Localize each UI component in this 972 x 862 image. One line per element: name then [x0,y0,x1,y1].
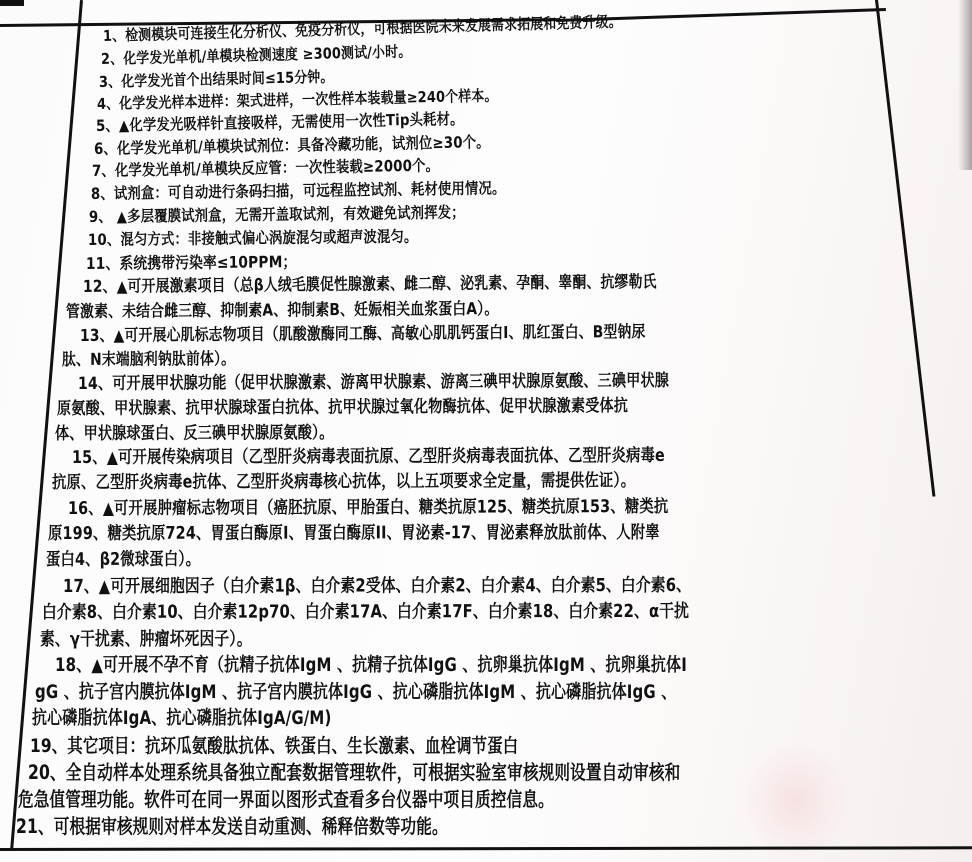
spec-item-17-line-2: 白介素8、白介素10、白介素12p70、白介素17A、白介素17F、白介素18、白介素22、α干扰 [41,600,690,623]
spec-item-16-line-2: 原199、糖类抗原724、胃蛋白酶原I、胃蛋白酶原II、胃泌素-17、胃泌素释放肽前体、人附睾 [47,523,660,545]
spec-item-17-line-3: 素、γ干扰素、肿瘤坏死因子）。 [40,629,252,650]
spec-item-10: 10、混匀方式：非接触式偏心涡旋混匀或超声波混匀。 [87,227,418,250]
spec-item-14-line-1: 14、可开展甲状腺功能（促甲状腺激素、游离甲状腺素、游离三碘甲状腺原氨酸、三碘甲状腺 [77,370,670,394]
spec-item-1: 1、检测模块可连接生化分析仪、免疫分析仪，可根据医院未来发展需求拓展和免费升级。 [102,12,623,45]
spec-item-15-line-1: 15、▲可开展传染病项目（乙型肝炎病毒表面抗原、乙型肝炎病毒表面抗体、乙型肝炎病毒e [71,446,665,469]
spec-item-17-line-1: 17、▲可开展细胞因子（白介素1β、白介素2受体、白介素2、白介素4、白介素5、白介素6、 [62,574,692,597]
spec-item-14-line-2: 原氨酸、甲状腺素、抗甲状腺球蛋白抗体、抗甲状腺过氧化物酶抗体、促甲状腺激素受体抗 [56,395,629,419]
spec-item-8: 8、试剂盒：可自动进行条码扫描，可远程监控试剂、耗材使用情况。 [90,179,506,204]
spec-item-4: 4、化学发光样本进样：架式进样，一次性样本装载量≥240个样本。 [96,86,498,113]
spec-item-18-line-3: 抗心磷脂抗体IgA、抗心磷脂抗体IgA/G/M) [32,707,332,729]
spec-item-3: 3、化学发光首个出结果时间≤15分钟。 [98,67,334,91]
spec-item-7: 7、化学发光单机/单模块反应管：一次性装载≥2000个。 [91,156,440,181]
spec-item-13-line-1: 13、▲可开展心肌标志物项目（肌酸激酶同工酶、高敏心肌肌钙蛋白I、肌红蛋白、B型钠尿 [79,321,646,345]
spec-item-12-line-2: 管激素、未结合雌三醇、抑制素A、抑制素B、妊娠相关血浆蛋白A）。 [65,298,499,321]
spec-item-9: 9、 ▲多层覆膜试剂盒，无需开盖取试剂，有效避免试剂挥发； [88,203,465,227]
spec-item-21: 21、可根据审核规则对样本发送自动重测、稀释倍数等功能。 [16,815,448,839]
spec-item-18-line-1: 18、▲可开展不孕不育（抗精子抗体IgM 、抗精子抗体IgG 、抗卵巢抗体IgM 、抗卵巢抗体I [55,654,687,676]
spec-item-11: 11、系统携带污染率≤10PPM； [85,252,297,273]
spec-item-5: 5、▲化学发光吸样针直接吸样，无需使用一次性Tip头耗材。 [95,110,464,136]
spec-item-18-line-2: gG 、抗子宫内膜抗体IgM 、抗子宫内膜抗体IgG 、抗心磷脂抗体IgM 、抗心磷脂抗体IgG 、 [35,681,677,703]
spec-item-6: 6、化学发光单机/单模块试剂位：具备冷藏功能，试剂位≥30个。 [93,133,490,159]
spec-item-13-line-2: 肽、N末端脑利钠肽前体）。 [61,348,236,369]
spec-item-16-line-1: 16、▲可开展肿瘤标志物项目（癌胚抗原、甲胎蛋白、糖类抗原125、糖类抗原153、糖类抗 [67,497,669,520]
spec-item-20-line-2: 危急值管理功能。软件可在同一界面以图形式查看多台仪器中项目质控信息。 [18,788,554,812]
spec-item-14-line-3: 体、甲状腺球蛋白、反三碘甲状腺原氨酸）。 [54,422,334,444]
spec-item-15-line-2: 抗原、乙型肝炎病毒e抗体、乙型肝炎病毒核心抗体，以上五项要求全定量，需提供佐证）。 [51,471,636,494]
spec-item-12-line-1: 12、▲可开展激素项目（总β人绒毛膜促性腺激素、雌二醇、泌乳素、孕酮、睾酮、抗缪勒氏 [82,271,657,296]
spec-item-19: 19、其它项目：抗环瓜氨酸肽抗体、铁蛋白、生长激素、血栓调节蛋白 [30,734,519,757]
spec-item-20-line-1: 20、全自动样本处理系统具备独立配套数据管理软件，可根据实验室审核规则设置自动审核和 [28,761,681,785]
spec-item-2: 2、化学发光单机/单模块检测速度 ≥300测试/小时。 [100,41,412,68]
spec-item-16-line-3: 蛋白4、β2微球蛋白）。 [45,549,201,571]
